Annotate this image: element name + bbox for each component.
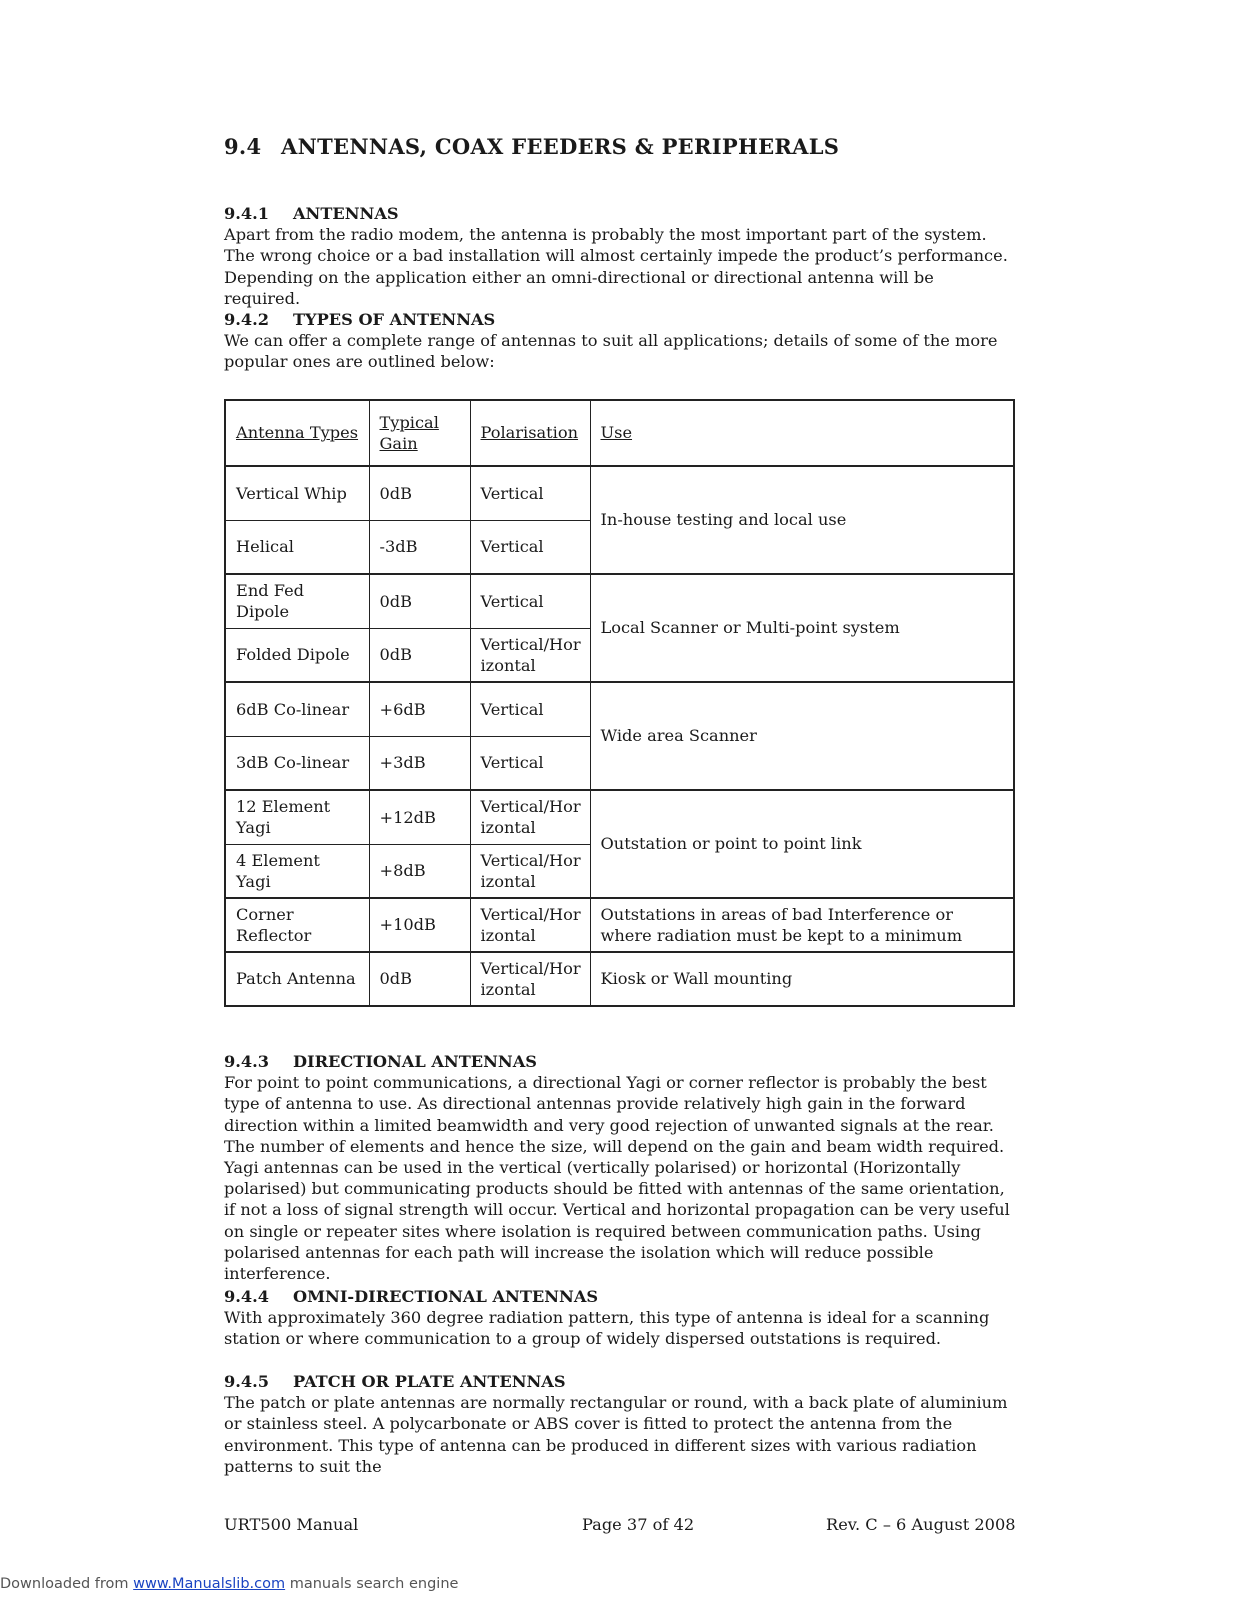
footer-manual-name: URT500 Manual bbox=[224, 1515, 359, 1534]
cell-use: Kiosk or Wall mounting bbox=[590, 952, 1014, 1006]
cell-use: Outstations in areas of bad Interference or where radiation must be kept to a minimum bbox=[590, 898, 1014, 952]
cell-polarisation: Vertical bbox=[470, 466, 590, 520]
cell-type: Corner Reflector bbox=[225, 898, 369, 952]
cell-gain: -3dB bbox=[369, 520, 470, 574]
cell-use: Wide area Scanner bbox=[590, 682, 1014, 790]
subsection-number: 9.4.4 bbox=[224, 1287, 270, 1306]
table-row bbox=[225, 682, 1014, 736]
cell-polarisation: Vertical/Hor izontal bbox=[470, 628, 590, 682]
cell-gain: +12dB bbox=[369, 790, 470, 844]
cell-type: 6dB Co-linear bbox=[225, 682, 369, 736]
section-heading bbox=[224, 134, 839, 159]
cell-use: Local Scanner or Multi-point system bbox=[590, 574, 1014, 682]
cell-polarisation: Vertical bbox=[470, 520, 590, 574]
header-label: Antenna Types bbox=[236, 423, 359, 443]
cell-polarisation: Vertical/Hor izontal bbox=[470, 844, 590, 898]
header-label: Typical Gain bbox=[379, 412, 439, 453]
section-number: 9.4 bbox=[224, 134, 262, 159]
subsection-number: 9.4.3 bbox=[224, 1052, 270, 1071]
cell-polarisation: Vertical/Hor izontal bbox=[470, 898, 590, 952]
subsection-heading bbox=[224, 203, 1014, 224]
cell-polarisation: Vertical bbox=[470, 682, 590, 736]
table-row bbox=[225, 952, 1014, 1006]
cell-type: End Fed Dipole bbox=[225, 574, 369, 628]
cell-gain: +8dB bbox=[369, 844, 470, 898]
header-label: Polarisation bbox=[480, 423, 579, 443]
subsection-heading bbox=[224, 1286, 1014, 1307]
header-antenna-types bbox=[225, 400, 369, 466]
subsection-number: 9.4.1 bbox=[224, 204, 270, 223]
paragraph: Apart from the radio modem, the antenna is probably the most important part of the system. The wrong choice or a bad installation will almost certainly impede the product’s performance. Depending on the application either an omni-directional or directional antenna will be required. bbox=[224, 225, 1008, 308]
cell-gain: +10dB bbox=[369, 898, 470, 952]
subsection-title: TYPES OF ANTENNAS bbox=[293, 310, 496, 329]
watermark-prefix: Downloaded from bbox=[0, 1576, 134, 1592]
subsection-title: OMNI-DIRECTIONAL ANTENNAS bbox=[293, 1287, 599, 1306]
cell-type: 3dB Co-linear bbox=[225, 736, 369, 790]
manualslib-watermark bbox=[0, 1576, 458, 1592]
cell-polarisation: Vertical bbox=[470, 736, 590, 790]
subsection-heading bbox=[224, 1051, 1014, 1072]
antenna-types-table bbox=[224, 399, 1015, 1007]
table-header-row bbox=[225, 400, 1014, 466]
cell-type: Vertical Whip bbox=[225, 466, 369, 520]
subsection-types-of-antennas bbox=[224, 309, 1014, 373]
table-row bbox=[225, 790, 1014, 844]
manualslib-link[interactable]: www.Manualslib.com bbox=[133, 1576, 286, 1592]
header-use bbox=[590, 400, 1014, 466]
header-typical-gain bbox=[369, 400, 470, 466]
cell-type: 4 Element Yagi bbox=[225, 844, 369, 898]
subsection-patch-or-plate-antennas bbox=[224, 1371, 1014, 1477]
paragraph: We can offer a complete range of antennas to suit all applications; details of some of the more popular ones are outlined below: bbox=[224, 331, 998, 372]
table-row bbox=[225, 898, 1014, 952]
paragraph: For point to point communications, a directional Yagi or corner reflector is probably the best type of antenna to use. As directional antennas provide relatively high gain in the forward direction within a limited beamwidth and very good rejection of unwanted signals at the rear. The number of elements and hence the size, will depend on the gain and beam width required. Yagi antennas can be used in the vertical (vertically polarised) or horizontal (Horizontally polarised) but communicating products should be fitted with antennas of the same orientation, if not a loss of signal strength will occur. Vertical and horizontal propagation can be very useful on single or repeater sites where isolation is required between communication paths. Using polarised antennas for each path will increase the isolation which will reduce possible interference. bbox=[224, 1073, 1010, 1284]
subsection-omni-directional-antennas bbox=[224, 1286, 1014, 1350]
subsection-title: DIRECTIONAL ANTENNAS bbox=[293, 1052, 537, 1071]
footer-page-number: Page 37 of 42 bbox=[582, 1515, 695, 1534]
subsection-title: PATCH OR PLATE ANTENNAS bbox=[293, 1372, 566, 1391]
subsection-heading bbox=[224, 1371, 1014, 1392]
subsection-number: 9.4.2 bbox=[224, 310, 270, 329]
subsection-number: 9.4.5 bbox=[224, 1372, 270, 1391]
cell-gain: +6dB bbox=[369, 682, 470, 736]
cell-gain: 0dB bbox=[369, 952, 470, 1006]
cell-use: In-house testing and local use bbox=[590, 466, 1014, 574]
subsection-directional-antennas bbox=[224, 1051, 1014, 1284]
cell-gain: +3dB bbox=[369, 736, 470, 790]
cell-gain: 0dB bbox=[369, 574, 470, 628]
cell-polarisation: Vertical/Hor izontal bbox=[470, 952, 590, 1006]
cell-use: Outstation or point to point link bbox=[590, 790, 1014, 898]
header-polarisation bbox=[470, 400, 590, 466]
cell-gain: 0dB bbox=[369, 628, 470, 682]
cell-gain: 0dB bbox=[369, 466, 470, 520]
cell-type: 12 Element Yagi bbox=[225, 790, 369, 844]
footer-revision: Rev. C – 6 August 2008 bbox=[826, 1515, 1016, 1534]
cell-type: Helical bbox=[225, 520, 369, 574]
section-title: ANTENNAS, COAX FEEDERS & PERIPHERALS bbox=[281, 134, 840, 159]
subsection-title: ANTENNAS bbox=[293, 204, 399, 223]
paragraph: With approximately 360 degree radiation pattern, this type of antenna is ideal for a scanning station or where communication to a group of widely dispersed outstations is required. bbox=[224, 1308, 990, 1349]
cell-polarisation: Vertical/Hor izontal bbox=[470, 790, 590, 844]
cell-polarisation: Vertical bbox=[470, 574, 590, 628]
subsection-heading bbox=[224, 309, 1014, 330]
subsection-antennas bbox=[224, 203, 1014, 309]
table-row bbox=[225, 466, 1014, 520]
cell-type: Folded Dipole bbox=[225, 628, 369, 682]
paragraph: The patch or plate antennas are normally rectangular or round, with a back plate of aluminium or stainless steel. A polycarbonate or ABS cover is fitted to protect the antenna from the environment. This type of antenna can be produced in different sizes with various radiation patterns to suit the bbox=[224, 1393, 1008, 1476]
header-label: Use bbox=[600, 423, 633, 443]
table-row bbox=[225, 574, 1014, 628]
watermark-suffix: manuals search engine bbox=[285, 1576, 459, 1592]
cell-type: Patch Antenna bbox=[225, 952, 369, 1006]
